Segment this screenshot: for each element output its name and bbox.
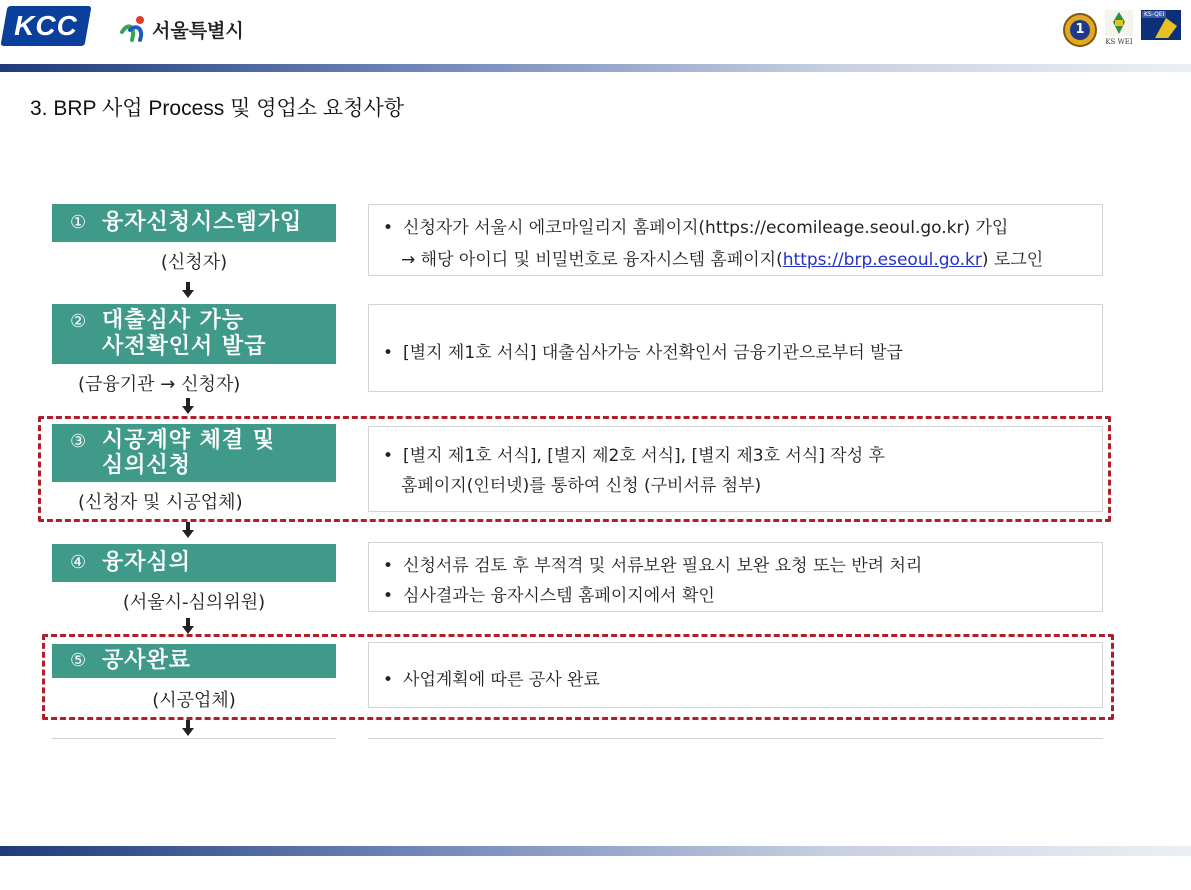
step-4 [52,544,336,614]
highlight-box-step-5 [42,634,1114,720]
step-1-header [52,204,336,242]
brp-homepage-link[interactable]: https://brp.eseoul.go.kr [782,250,982,270]
step-1-desc-line-1 [383,213,1008,238]
bottom-rule-left [52,738,336,739]
ks-qei-tag: KS-QEI [1144,11,1165,18]
step-5-desc-text-1: 사업계획에 따른 공사 완료 [403,670,600,690]
step-4-actor: (서울시-심의위원) [122,592,266,613]
step-4-desc-text-2: 심사결과는 융자시스템 홈페이지에서 확인 [403,586,715,606]
seoul-city-name: 서울특별시 [152,19,244,42]
step-2-header [52,304,336,364]
step-4-desc-line-2 [383,581,715,606]
bottom-divider-bar [0,846,1191,856]
step-2 [52,304,336,394]
step-1 [52,204,336,276]
step-5-actor: (시공업체) [152,690,236,711]
step-3-actor: (신청자 및 시공업체) [78,492,243,513]
step-2-name-line-1: 대출심사 가능 [102,308,245,333]
step-2-desc-text-1: [별지 제1호 서식] 대출심사가능 사전확인서 금융기관으로부터 발급 [403,343,903,363]
step-2-desc-line-1 [383,338,903,363]
step-3-number: ③ [70,431,87,452]
step-4-number: ④ [70,552,87,573]
bullet: • [383,218,394,238]
header [0,0,1191,64]
seoul-symbol-icon [118,14,150,44]
bullet: • [383,670,394,690]
step-3-name-line-2: 심의신청 [102,453,192,478]
top-divider-bar [0,64,1191,72]
cert-rank-one-text: 1 [1070,20,1090,40]
ks-wei-icon [1101,8,1137,52]
step-1-name: 융자신청시스템가입 [102,210,303,235]
step-4-name: 융자심의 [102,550,192,575]
step-1-number: ① [70,212,87,233]
kcc-logo [0,6,91,46]
step-3-desc-text-2: 홈페이지(인터넷)를 통하여 신청 (구비서류 첨부) [401,476,762,496]
seoul-logo [118,14,244,44]
step-4-header [52,544,336,582]
step-1-desc-text-1: 신청자가 서울시 에코마일리지 홈페이지(https://ecomileage.seoul.go.kr) 가입 [403,218,1009,238]
step-5-name: 공사완료 [102,648,192,673]
step-2-description [368,304,1103,392]
down-arrow-icon [182,522,194,538]
bullet: • [383,586,394,606]
bullet: • [383,343,394,363]
down-arrow-icon [182,618,194,634]
step-4-description [368,542,1103,612]
step-3-desc-text-1: [별지 제1호 서식], [별지 제2호 서식], [별지 제3호 서식] 작성 후 [403,446,885,466]
step-3-name-line-1: 시공계약 체결 및 [102,428,276,453]
bullet: • [383,446,394,466]
step-1-desc-text-2a: → 해당 아이디 및 비밀번호로 융자시스템 홈페이지( [401,250,783,270]
step-1-desc-line-2 [401,245,1043,270]
step-4-desc-text-1: 신청서류 검토 후 부적격 및 서류보완 필요시 보완 요청 또는 반려 처리 [403,556,923,576]
certification-logos [1063,8,1181,52]
down-arrow-icon [182,282,194,298]
step-2-number: ② [70,311,87,332]
step-1-description [368,204,1103,276]
bottom-rule-right [368,738,1103,739]
highlight-box-step-3 [38,416,1111,522]
ks-qei-icon [1141,8,1181,52]
step-4-desc-line-1 [383,551,922,576]
step-1-desc-text-2b: ) 로그인 [981,250,1044,270]
cert-rank-one-icon [1063,13,1097,47]
ks-wei-emblem-icon [1105,10,1133,36]
step-1-actor: (신청자) [160,252,228,273]
kcc-logo-text: KCC [14,10,78,41]
step-2-name-line-2: 사전확인서 발급 [102,334,267,359]
bullet: • [383,556,394,576]
down-arrow-icon [182,720,194,736]
page-title: 3. BRP 사업 Process 및 영업소 요청사항 [30,97,405,120]
down-arrow-icon [182,398,194,414]
ks-wei-label: KS WEI [1105,38,1133,46]
step-5-number: ⑤ [70,650,87,671]
step-2-actor: (금융기관 → 신청자) [78,374,241,395]
